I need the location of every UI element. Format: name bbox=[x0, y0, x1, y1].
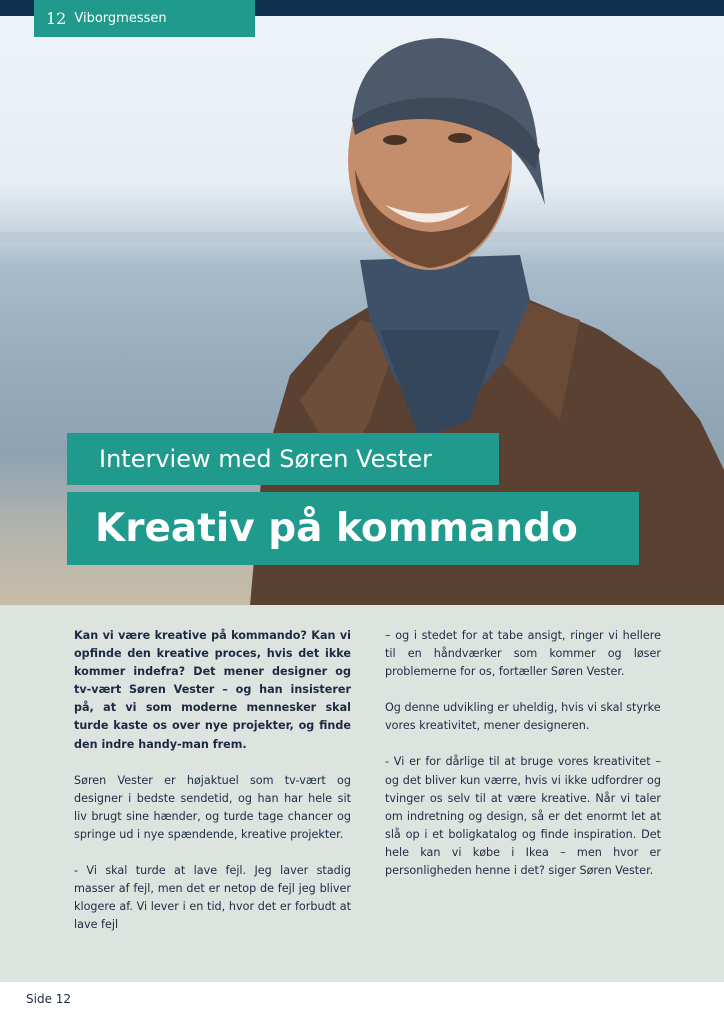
section-name: Viborgmessen bbox=[74, 11, 167, 26]
lead-paragraph: Kan vi være kreative på kommando? Kan vi opfinde den kreative proces, hvis det ikke kommer indefra? Det mener designer og tv-vært Søren Vester – og han insisterer på, at vi som moderne mennesker skal turde kaste os over nye projekter, og finde den indre handy-man frem. bbox=[74, 629, 351, 751]
body-paragraph: - Vi er for dårlige til at bruge vores kreativitet – og det bliver kun værre, hvis vi ikke udfordrer og tvinger os selv til at være kreative. Når vi taler om indretning og design, så er det enormt let at slå op i et boligkatalog og finde inspiration. Det hele kan vi købe i Ikea – men hvor er personligheden henne i det? siger Søren Vester. bbox=[385, 755, 661, 878]
article-column-right bbox=[385, 627, 661, 898]
body-paragraph: - Vi skal turde at lave fejl. Jeg laver stadig masser af fejl, men det er netop de fejl jeg bliver klogere af. Vi lever i en tid, hvor det er forbudt at lave fejl bbox=[74, 864, 351, 932]
body-paragraph: Og denne udvikling er uheldig, hvis vi skal styrke vores kreativitet, mener designeren. bbox=[385, 701, 661, 733]
article-title: Kreativ på kommando bbox=[67, 492, 639, 565]
body-paragraph: – og i stedet for at tabe ansigt, ringer vi hellere til en håndværker som kommer og løser problemerne for os, fortæller Søren Vester. bbox=[385, 629, 661, 679]
article-column-left bbox=[74, 627, 351, 952]
section-tab bbox=[34, 0, 255, 37]
page-number: 12 bbox=[46, 9, 67, 28]
page-footer: Side 12 bbox=[26, 992, 72, 1006]
article-subtitle: Interview med Søren Vester bbox=[67, 433, 499, 485]
body-paragraph: Søren Vester er højaktuel som tv-vært og designer i bedste sendetid, og han har hele sit liv brugt sine hænder, og turde tage chancer og springe ud i nye spændende, kreative projekter. bbox=[74, 773, 351, 841]
